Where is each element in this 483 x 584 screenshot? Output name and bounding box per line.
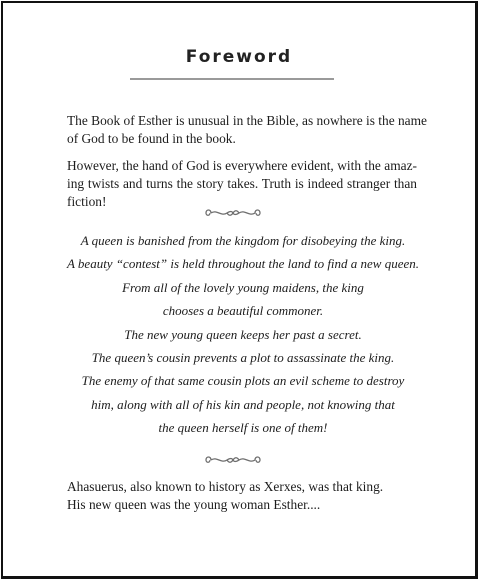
text-line: of God to be found in the book. [67,131,236,146]
intro-paragraph-1 [67,112,427,148]
poem-line: him, along with all of his kin and people, not knowing that [91,396,395,412]
poem-line: chooses a beautiful commoner. [162,303,324,319]
text-line: ing twists and turns the story takes. Truth is indeed stranger than [67,176,417,191]
poem-line: The new young queen keeps her past a secret. [124,326,362,342]
poem-line: A queen is banished from the kingdom for disobeying the king. [80,233,406,248]
ornament-divider-icon [203,207,263,219]
poem-line: From all of the lovely young maidens, the king [122,279,364,295]
closing-paragraph [67,478,417,514]
poem-line: A beauty “contest” is held throughout the land to find a new queen. [66,256,420,272]
synopsis-poem [43,229,443,440]
text-line: fiction! [67,194,107,209]
text-line: His new queen was the young woman Esther.... [67,497,321,512]
text-line: Ahasuerus, also known to history as Xerxes, was that king. [67,479,384,494]
book-page [1,1,478,579]
text-line: The Book of Esther is unusual in the Bible, as nowhere is the name [67,113,427,128]
ornament-divider-icon [203,454,263,466]
chapter-title: Foreword [185,47,293,67]
poem-line: the queen herself is one of them! [158,420,328,436]
intro-paragraph-2 [67,157,417,211]
poem-line: The enemy of that same cousin plots an evil scheme to destroy [81,373,405,389]
title-divider [130,78,334,80]
poem-line: The queen’s cousin prevents a plot to assassinate the king. [91,349,395,365]
text-line: However, the hand of God is everywhere evident, with the amaz- [67,158,417,173]
